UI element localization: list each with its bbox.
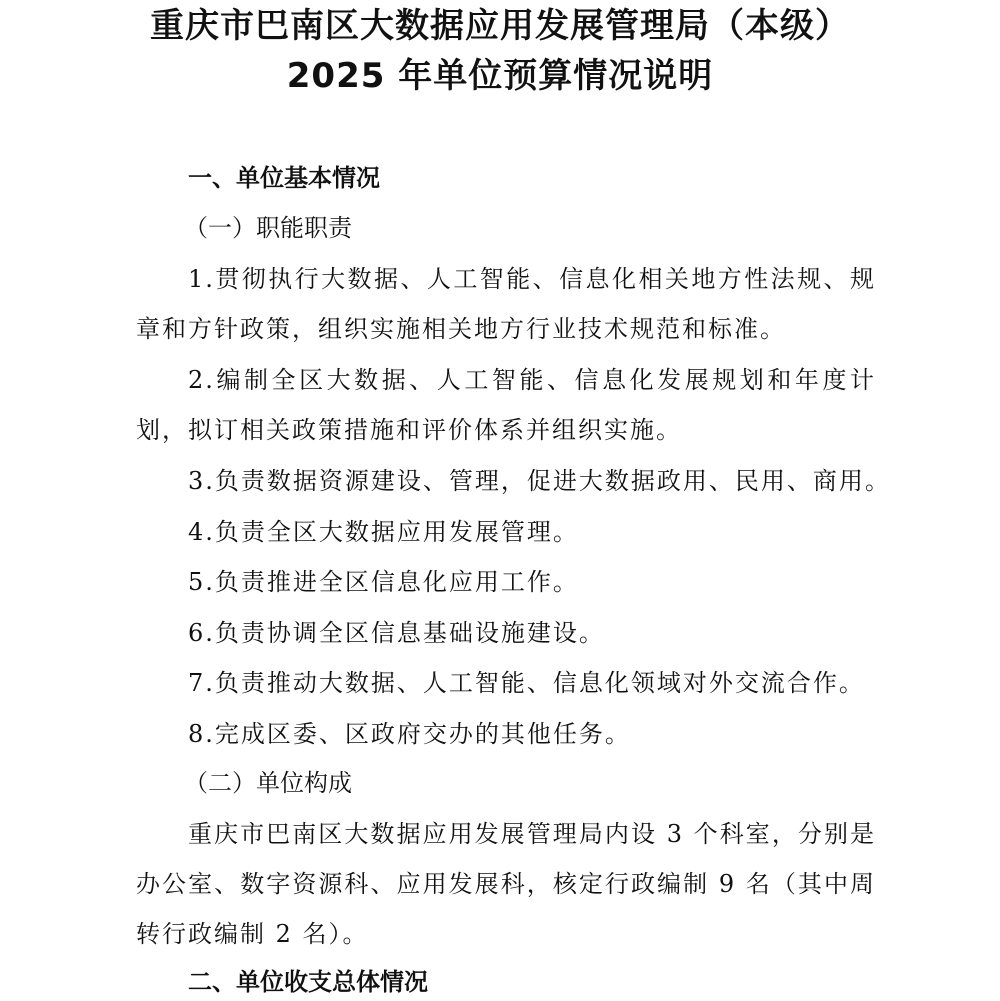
duty-item-2: 2.编制全区大数据、人工智能、信息化发展规划和年度计划，拟订相关政策措施和评价体系并组织实施。: [136, 366, 876, 444]
subsection-composition-heading: （二）单位构成: [184, 769, 352, 797]
duty-item-8: 8.完成区委、区政府交办的其他任务。: [188, 720, 631, 748]
section-1-heading: 一、单位基本情况: [188, 164, 380, 192]
duty-item-4: 4.负责全区大数据应用发展管理。: [188, 518, 579, 546]
duty-item-5: 5.负责推进全区信息化应用工作。: [188, 568, 579, 596]
section-2-heading: 二、单位收支总体情况: [188, 968, 428, 996]
composition-paragraph: 重庆市巴南区大数据应用发展管理局内设 3 个科室，分别是办公室、数字资源科、应用发展科，核定行政编制 9 名（其中周转行政编制 2 名）。: [136, 820, 876, 948]
duty-item-7: 7.负责推动大数据、人工智能、信息化领域对外交流合作。: [188, 669, 865, 697]
duty-item-1: 1.贯彻执行大数据、人工智能、信息化相关地方性法规、规章和方针政策，组织实施相关地方行业技术规范和标准。: [136, 265, 876, 343]
document-title-line-1: 重庆市巴南区大数据应用发展管理局（本级）: [150, 6, 850, 46]
duty-item-3: 3.负责数据资源建设、管理，促进大数据政用、民用、商用。: [188, 467, 891, 495]
duty-item-6: 6.负责协调全区信息基础设施建设。: [188, 619, 605, 647]
subsection-duties-heading: （一）职能职责: [184, 214, 352, 242]
document-title-line-2: 2025 年单位预算情况说明: [286, 56, 714, 96]
